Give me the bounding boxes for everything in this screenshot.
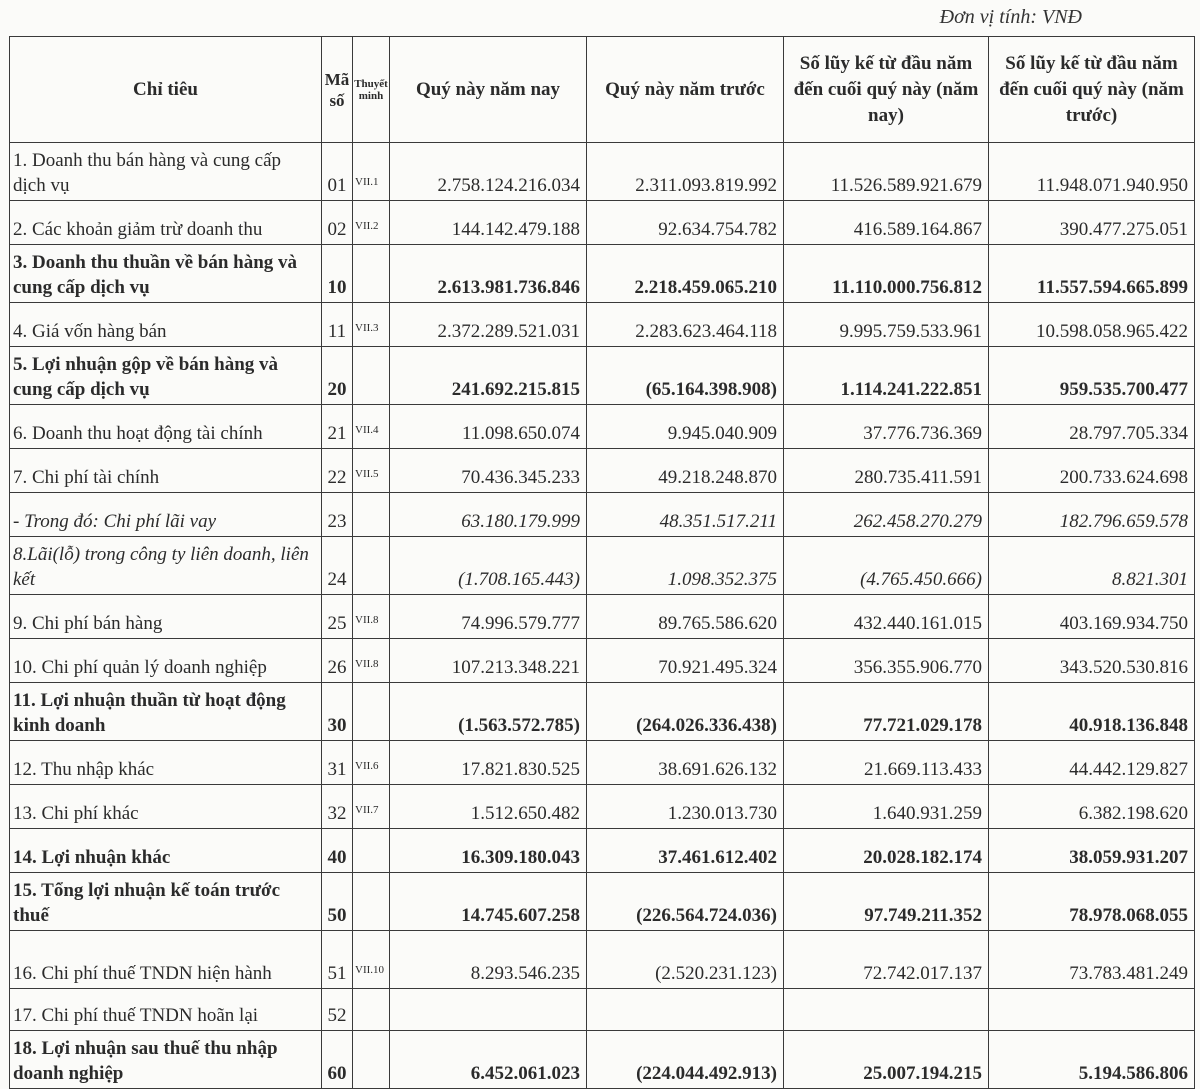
cell-ytd-this: 280.735.411.591 bbox=[784, 449, 989, 493]
table-row bbox=[10, 741, 1195, 785]
cell-ytd-prev: 11.948.071.940.950 bbox=[989, 143, 1195, 201]
cell-note bbox=[353, 683, 390, 741]
cell-q-this: 11.098.650.074 bbox=[390, 405, 587, 449]
table-row bbox=[10, 405, 1195, 449]
cell-code: 24 bbox=[322, 537, 353, 595]
header-indicator: Chỉ tiêu bbox=[10, 37, 322, 143]
cell-note bbox=[353, 1031, 390, 1089]
cell-q-prev: (2.520.231.123) bbox=[587, 931, 784, 989]
cell-ytd-this: 97.749.211.352 bbox=[784, 873, 989, 931]
cell-code: 02 bbox=[322, 201, 353, 245]
cell-q-prev: 9.945.040.909 bbox=[587, 405, 784, 449]
cell-q-prev bbox=[587, 989, 784, 1031]
cell-q-this: 70.436.345.233 bbox=[390, 449, 587, 493]
cell-ytd-this: 37.776.736.369 bbox=[784, 405, 989, 449]
cell-q-this: (1.708.165.443) bbox=[390, 537, 587, 595]
header-ytd-this-year: Số lũy kế từ đầu năm đến cuối quý này (năm nay) bbox=[784, 37, 989, 143]
cell-q-this: 241.692.215.815 bbox=[390, 347, 587, 405]
cell-ytd-prev: 11.557.594.665.899 bbox=[989, 245, 1195, 303]
cell-name: 17. Chi phí thuế TNDN hoãn lại bbox=[10, 989, 322, 1031]
cell-ytd-this: 20.028.182.174 bbox=[784, 829, 989, 873]
cell-ytd-prev: 44.442.129.827 bbox=[989, 741, 1195, 785]
header-quarter-last-year: Quý này năm trước bbox=[587, 37, 784, 143]
cell-ytd-prev: 40.918.136.848 bbox=[989, 683, 1195, 741]
cell-name: 18. Lợi nhuận sau thuế thu nhập doanh nghiệp bbox=[10, 1031, 322, 1089]
table-row bbox=[10, 143, 1195, 201]
cell-q-prev: 38.691.626.132 bbox=[587, 741, 784, 785]
cell-name: 10. Chi phí quản lý doanh nghiệp bbox=[10, 639, 322, 683]
cell-note: VII.2 bbox=[353, 201, 390, 245]
cell-note bbox=[353, 829, 390, 873]
cell-ytd-this: 11.110.000.756.812 bbox=[784, 245, 989, 303]
cell-q-prev: 70.921.495.324 bbox=[587, 639, 784, 683]
cell-name: 1. Doanh thu bán hàng và cung cấp dịch vụ bbox=[10, 143, 322, 201]
cell-ytd-prev: 343.520.530.816 bbox=[989, 639, 1195, 683]
cell-code: 22 bbox=[322, 449, 353, 493]
cell-q-prev: 48.351.517.211 bbox=[587, 493, 784, 537]
cell-q-prev: 49.218.248.870 bbox=[587, 449, 784, 493]
table-row bbox=[10, 347, 1195, 405]
cell-note: VII.6 bbox=[353, 741, 390, 785]
table-body bbox=[10, 143, 1195, 1089]
cell-q-this: 144.142.479.188 bbox=[390, 201, 587, 245]
cell-ytd-prev: 38.059.931.207 bbox=[989, 829, 1195, 873]
cell-ytd-this: 72.742.017.137 bbox=[784, 931, 989, 989]
cell-ytd-this: 1.640.931.259 bbox=[784, 785, 989, 829]
cell-name: 2. Các khoản giảm trừ doanh thu bbox=[10, 201, 322, 245]
cell-note bbox=[353, 873, 390, 931]
cell-name: 7. Chi phí tài chính bbox=[10, 449, 322, 493]
cell-ytd-this: 11.526.589.921.679 bbox=[784, 143, 989, 201]
cell-ytd-prev: 390.477.275.051 bbox=[989, 201, 1195, 245]
table-row bbox=[10, 537, 1195, 595]
cell-note: VII.8 bbox=[353, 595, 390, 639]
cell-q-this: 74.996.579.777 bbox=[390, 595, 587, 639]
cell-name: 13. Chi phí khác bbox=[10, 785, 322, 829]
table-row bbox=[10, 683, 1195, 741]
cell-q-this bbox=[390, 989, 587, 1031]
table-row bbox=[10, 1031, 1195, 1089]
table-row bbox=[10, 829, 1195, 873]
cell-ytd-this: 9.995.759.533.961 bbox=[784, 303, 989, 347]
cell-note bbox=[353, 989, 390, 1031]
cell-ytd-prev: 8.821.301 bbox=[989, 537, 1195, 595]
cell-ytd-prev: 182.796.659.578 bbox=[989, 493, 1195, 537]
cell-ytd-this: 1.114.241.222.851 bbox=[784, 347, 989, 405]
cell-code: 52 bbox=[322, 989, 353, 1031]
cell-q-this: 1.512.650.482 bbox=[390, 785, 587, 829]
header-row bbox=[10, 37, 1195, 143]
cell-ytd-this: 262.458.270.279 bbox=[784, 493, 989, 537]
cell-name: 15. Tổng lợi nhuận kế toán trước thuế bbox=[10, 873, 322, 931]
cell-note: VII.3 bbox=[353, 303, 390, 347]
cell-code: 26 bbox=[322, 639, 353, 683]
cell-name: 16. Chi phí thuế TNDN hiện hành bbox=[10, 931, 322, 989]
cell-ytd-this: 77.721.029.178 bbox=[784, 683, 989, 741]
cell-note bbox=[353, 537, 390, 595]
cell-q-this: 16.309.180.043 bbox=[390, 829, 587, 873]
cell-code: 31 bbox=[322, 741, 353, 785]
cell-code: 21 bbox=[322, 405, 353, 449]
unit-label: Đơn vị tính: VNĐ bbox=[939, 6, 1082, 28]
cell-name: 8.Lãi(lỗ) trong công ty liên doanh, liên kết bbox=[10, 537, 322, 595]
cell-note bbox=[353, 347, 390, 405]
header-code: Mã số bbox=[322, 37, 353, 143]
cell-code: 11 bbox=[322, 303, 353, 347]
cell-ytd-this: 356.355.906.770 bbox=[784, 639, 989, 683]
cell-ytd-prev: 403.169.934.750 bbox=[989, 595, 1195, 639]
cell-q-this: 8.293.546.235 bbox=[390, 931, 587, 989]
cell-ytd-prev: 28.797.705.334 bbox=[989, 405, 1195, 449]
cell-name: 12. Thu nhập khác bbox=[10, 741, 322, 785]
header-note: Thuyết minh bbox=[353, 37, 390, 143]
header-ytd-last-year: Số lũy kế từ đầu năm đến cuối quý này (năm trước) bbox=[989, 37, 1195, 143]
table-row bbox=[10, 931, 1195, 989]
cell-q-this: 17.821.830.525 bbox=[390, 741, 587, 785]
cell-q-prev: (224.044.492.913) bbox=[587, 1031, 784, 1089]
cell-name: - Trong đó: Chi phí lãi vay bbox=[10, 493, 322, 537]
cell-q-prev: 2.283.623.464.118 bbox=[587, 303, 784, 347]
cell-q-this: 2.372.289.521.031 bbox=[390, 303, 587, 347]
table-row bbox=[10, 449, 1195, 493]
cell-code: 30 bbox=[322, 683, 353, 741]
cell-ytd-this: 25.007.194.215 bbox=[784, 1031, 989, 1089]
cell-q-prev: 89.765.586.620 bbox=[587, 595, 784, 639]
cell-code: 51 bbox=[322, 931, 353, 989]
cell-code: 23 bbox=[322, 493, 353, 537]
cell-name: 3. Doanh thu thuần về bán hàng và cung cấp dịch vụ bbox=[10, 245, 322, 303]
cell-q-this: 2.758.124.216.034 bbox=[390, 143, 587, 201]
table-row bbox=[10, 493, 1195, 537]
cell-q-this: 107.213.348.221 bbox=[390, 639, 587, 683]
cell-ytd-prev: 78.978.068.055 bbox=[989, 873, 1195, 931]
cell-ytd-prev: 5.194.586.806 bbox=[989, 1031, 1195, 1089]
cell-code: 50 bbox=[322, 873, 353, 931]
cell-ytd-this bbox=[784, 989, 989, 1031]
cell-q-this: 63.180.179.999 bbox=[390, 493, 587, 537]
cell-q-prev: (226.564.724.036) bbox=[587, 873, 784, 931]
table-row bbox=[10, 639, 1195, 683]
cell-q-prev: (65.164.398.908) bbox=[587, 347, 784, 405]
cell-ytd-prev: 6.382.198.620 bbox=[989, 785, 1195, 829]
cell-name: 14. Lợi nhuận khác bbox=[10, 829, 322, 873]
table-row bbox=[10, 201, 1195, 245]
cell-note: VII.4 bbox=[353, 405, 390, 449]
table-row bbox=[10, 595, 1195, 639]
cell-q-prev: 37.461.612.402 bbox=[587, 829, 784, 873]
cell-ytd-this: (4.765.450.666) bbox=[784, 537, 989, 595]
cell-q-prev: 1.230.013.730 bbox=[587, 785, 784, 829]
cell-ytd-prev: 959.535.700.477 bbox=[989, 347, 1195, 405]
cell-q-this: (1.563.572.785) bbox=[390, 683, 587, 741]
table-row bbox=[10, 785, 1195, 829]
cell-ytd-this: 416.589.164.867 bbox=[784, 201, 989, 245]
cell-q-this: 2.613.981.736.846 bbox=[390, 245, 587, 303]
cell-ytd-prev: 10.598.058.965.422 bbox=[989, 303, 1195, 347]
cell-ytd-prev: 73.783.481.249 bbox=[989, 931, 1195, 989]
cell-ytd-prev bbox=[989, 989, 1195, 1031]
cell-q-prev: (264.026.336.438) bbox=[587, 683, 784, 741]
cell-code: 10 bbox=[322, 245, 353, 303]
cell-note: VII.10 bbox=[353, 931, 390, 989]
table-row bbox=[10, 873, 1195, 931]
cell-ytd-this: 432.440.161.015 bbox=[784, 595, 989, 639]
cell-code: 20 bbox=[322, 347, 353, 405]
cell-ytd-prev: 200.733.624.698 bbox=[989, 449, 1195, 493]
cell-note: VII.8 bbox=[353, 639, 390, 683]
cell-name: 9. Chi phí bán hàng bbox=[10, 595, 322, 639]
cell-name: 5. Lợi nhuận gộp về bán hàng và cung cấp dịch vụ bbox=[10, 347, 322, 405]
cell-code: 01 bbox=[322, 143, 353, 201]
header-quarter-this-year: Quý này năm nay bbox=[390, 37, 587, 143]
cell-q-prev: 2.311.093.819.992 bbox=[587, 143, 784, 201]
cell-code: 60 bbox=[322, 1031, 353, 1089]
cell-name: 11. Lợi nhuận thuần từ hoạt động kinh doanh bbox=[10, 683, 322, 741]
table-row bbox=[10, 303, 1195, 347]
table-row bbox=[10, 245, 1195, 303]
cell-note bbox=[353, 245, 390, 303]
cell-q-this: 14.745.607.258 bbox=[390, 873, 587, 931]
cell-note: VII.7 bbox=[353, 785, 390, 829]
cell-note: VII.5 bbox=[353, 449, 390, 493]
cell-note bbox=[353, 493, 390, 537]
cell-note: VII.1 bbox=[353, 143, 390, 201]
income-statement-table bbox=[9, 36, 1195, 1089]
cell-q-prev: 1.098.352.375 bbox=[587, 537, 784, 595]
cell-code: 25 bbox=[322, 595, 353, 639]
cell-ytd-this: 21.669.113.433 bbox=[784, 741, 989, 785]
table-row bbox=[10, 989, 1195, 1031]
cell-code: 32 bbox=[322, 785, 353, 829]
cell-q-prev: 92.634.754.782 bbox=[587, 201, 784, 245]
cell-code: 40 bbox=[322, 829, 353, 873]
cell-q-this: 6.452.061.023 bbox=[390, 1031, 587, 1089]
cell-name: 6. Doanh thu hoạt động tài chính bbox=[10, 405, 322, 449]
cell-q-prev: 2.218.459.065.210 bbox=[587, 245, 784, 303]
cell-name: 4. Giá vốn hàng bán bbox=[10, 303, 322, 347]
